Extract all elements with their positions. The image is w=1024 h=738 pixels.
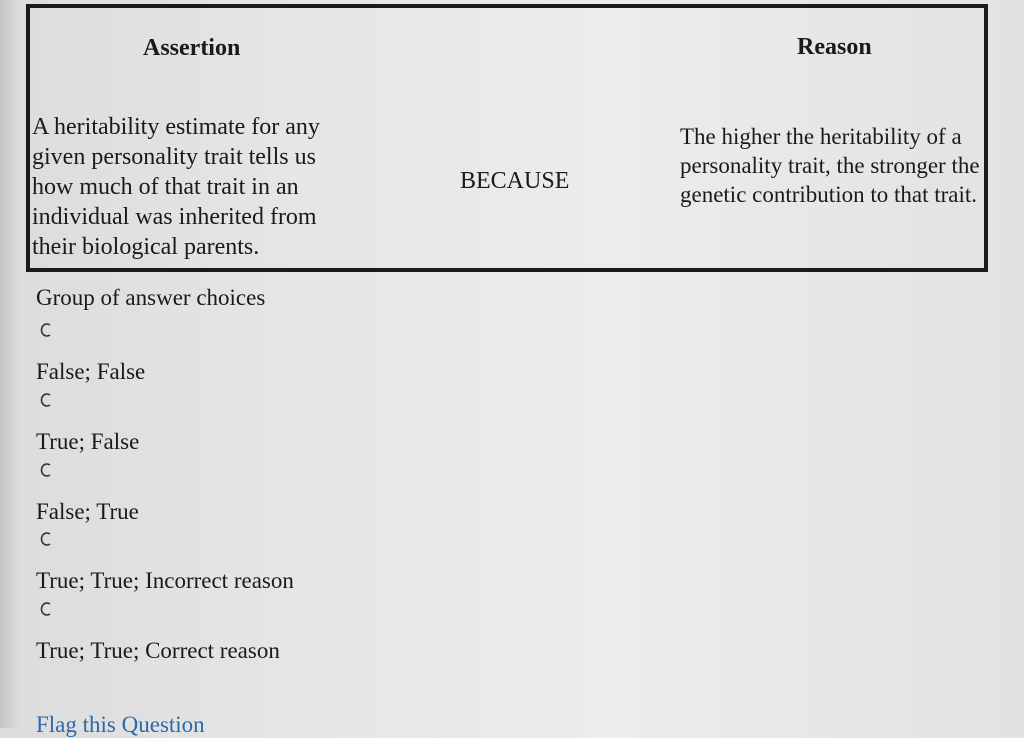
answer-group-label: Group of answer choices (36, 285, 266, 310)
radio-button-icon[interactable] (40, 323, 52, 337)
assertion-statement: A heritability estimate for any given personality trait tells us how much of that trait in an individual was inherited from their biological parents. (32, 114, 320, 260)
left-edge-shadow (0, 0, 20, 728)
answer-option-label: True; True; Correct reason (36, 638, 280, 663)
radio-button-icon[interactable] (40, 602, 52, 616)
because-connector: BECAUSE (460, 168, 570, 194)
answer-option-label: True; True; Incorrect reason (36, 568, 294, 593)
reason-statement: The higher the heritability of a personality trait, the stronger the genetic contribution to that trait. (680, 124, 980, 207)
answer-option-label: True; False (36, 429, 140, 454)
radio-button-icon[interactable] (40, 463, 52, 477)
answer-option-label: False; True (36, 499, 139, 524)
answer-option-true-true-incorrect[interactable] (36, 532, 456, 602)
answer-option-true-false[interactable] (36, 393, 456, 463)
assertion-reason-table (26, 4, 988, 272)
assertion-header: Assertion (143, 35, 241, 61)
answer-option-label: False; False (36, 359, 146, 384)
radio-button-icon[interactable] (40, 532, 52, 546)
flag-question-link[interactable]: Flag this Question (36, 712, 205, 737)
answer-option-false-true[interactable] (36, 463, 456, 533)
radio-button-icon[interactable] (40, 393, 52, 407)
answer-option-false-false[interactable] (36, 323, 456, 393)
reason-header: Reason (797, 34, 872, 60)
answer-option-true-true-correct[interactable] (36, 602, 456, 672)
